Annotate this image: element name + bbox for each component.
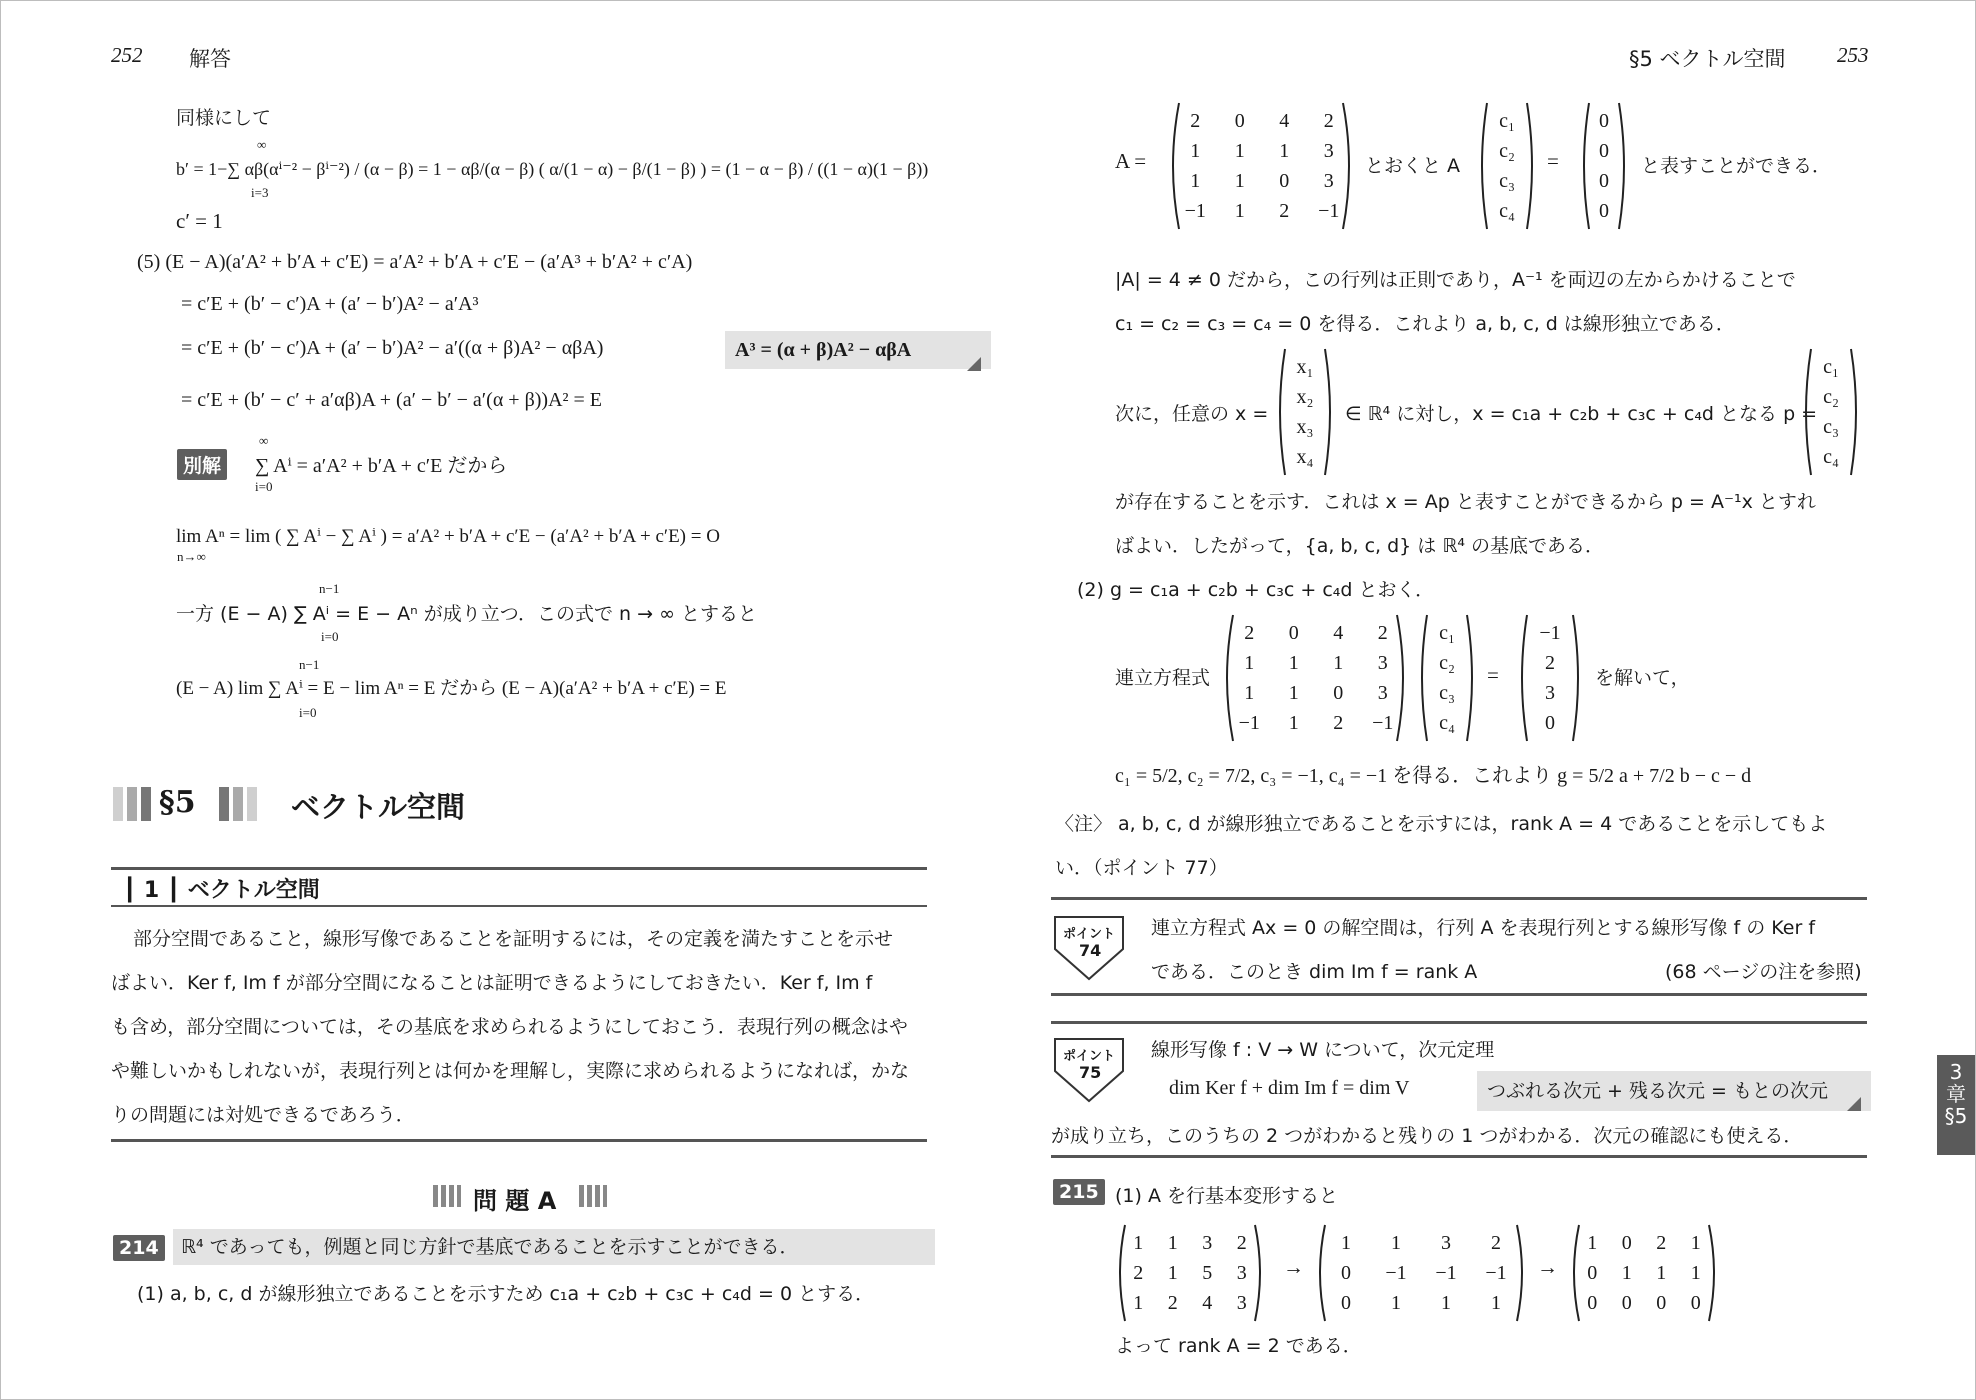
- matrix-cell: −1: [1385, 1262, 1407, 1284]
- matrix-cell: 2: [1133, 1262, 1144, 1284]
- equation-alt-2: lim Aⁿ = lim ( ∑ Aⁱ − ∑ Aⁱ ) = a′A² + b′A + c′E − (a′A² + b′A + c′E) = O: [176, 526, 720, 547]
- intro-line: りの問題には対処できるであろう．: [111, 1104, 415, 1126]
- matrix-cell: 1: [1690, 1262, 1701, 1284]
- vector-cell: 2: [1545, 652, 1555, 674]
- matrix-cell: 0: [1690, 1292, 1701, 1314]
- vector-cell: c₃: [1439, 682, 1455, 704]
- matrix-cell: 1: [1234, 170, 1245, 192]
- matrix-cell: 3: [1441, 1232, 1451, 1254]
- p-vector: [1807, 353, 1855, 473]
- equation-5-line2: = c′E + (b′ − c′)A + (a′ − b′)A² − a′A³: [181, 293, 479, 315]
- equation-5-line3: = c′E + (b′ − c′)A + (a′ − b′)A² − a′((α + β)A² − αβA): [181, 337, 604, 359]
- vector-cell: c₄: [1823, 446, 1839, 468]
- problem-215-part1: (1) A を行基本変形すると: [1115, 1185, 1338, 1207]
- row-reduce-matrix-3: [1575, 1229, 1713, 1319]
- note-corner-icon: [1847, 1097, 1861, 1111]
- vector-cell: c₂: [1439, 652, 1455, 674]
- section-title: ベクトル空間: [291, 790, 466, 824]
- matrix-cell: 3: [1236, 1262, 1247, 1284]
- matrix-cell: 2: [1333, 712, 1344, 734]
- x-vector: [1281, 353, 1329, 473]
- sum-lower-limit: i=0: [299, 705, 317, 720]
- intro-line: も含め，部分空間については，その基底を求められるようにしておこう．表現行列の概念はや: [111, 1016, 908, 1038]
- vector-cell: x₄: [1296, 446, 1314, 468]
- right-page-number: 253: [1837, 43, 1869, 67]
- side-note-box: A³ = (α + β)A² − αβA: [725, 331, 991, 369]
- g-vector: [1523, 619, 1577, 739]
- equation-5-line1: (5) (E − A)(a′A² + b′A + c′E) = a′A² + b′A + c′E − (a′A³ + b′A² + c′A): [137, 251, 693, 273]
- vector-cell: c₁: [1499, 110, 1515, 132]
- subsection-number: 1: [143, 878, 160, 903]
- matrix-cell: 2: [1167, 1292, 1178, 1314]
- sum-lower-limit: i=0: [321, 629, 339, 644]
- point74-reference: (68 ページの注を参照): [1665, 961, 1862, 983]
- arrow-icon: →: [1537, 1255, 1558, 1279]
- matrix-cell: 1: [1587, 1232, 1598, 1254]
- problem-badge-215: 215: [1053, 1179, 1105, 1205]
- matrix-cell: −1: [1435, 1262, 1457, 1284]
- matrix-cell: 1: [1190, 140, 1201, 162]
- matrix-cell: 0: [1333, 682, 1344, 704]
- note-line: 〈注〉 a, b, c, d が線形独立であることを示すには，rank A = 4 であることを示してもよ: [1055, 813, 1828, 835]
- vector-cell: 0: [1599, 140, 1609, 162]
- matrix-cell: −1: [1318, 200, 1340, 222]
- matrix-cell: 4: [1202, 1292, 1213, 1314]
- section-bar: [247, 787, 257, 821]
- matrix-cell: 1: [1656, 1262, 1667, 1284]
- row-reduce-matrix-1: [1121, 1229, 1259, 1319]
- tab-line: §5: [1944, 1104, 1968, 1128]
- point-number: 75: [1079, 1063, 1102, 1082]
- tab-line: 章: [1946, 1082, 1966, 1106]
- intro-line: 部分空間であること，線形写像であることを証明するには，その定義を満たすことを示せ: [133, 928, 894, 950]
- rule: [1051, 1155, 1867, 1158]
- matrix-cell: 0: [1587, 1262, 1598, 1284]
- matrix-cell: 1: [1167, 1262, 1178, 1284]
- section-number: §5: [159, 785, 196, 820]
- alt-solution-badge: 別解: [177, 449, 227, 480]
- matrix-cell: 1: [1133, 1292, 1144, 1314]
- matrix-cell: 1: [1234, 200, 1245, 222]
- matrix-cell: 2: [1190, 110, 1201, 132]
- matrix-cell: 1: [1244, 682, 1255, 704]
- A-text-mid: とおくと A: [1365, 155, 1461, 177]
- point-tag: ポイント: [1063, 1049, 1116, 1064]
- matrix-cell: 1: [1279, 140, 1290, 162]
- rule: [111, 905, 927, 907]
- sum-upper-limit: n−1: [319, 581, 340, 596]
- matrix-cell: 1: [1244, 652, 1255, 674]
- c-vector: [1483, 107, 1531, 227]
- lim-subscript: n→∞: [177, 549, 206, 564]
- matrix-cell: 3: [1377, 652, 1388, 674]
- matrix-cell: 1: [1391, 1232, 1401, 1254]
- matrix-cell: −1: [1372, 712, 1394, 734]
- vector-cell: c₁: [1823, 356, 1839, 378]
- system-matrix: [1227, 619, 1405, 739]
- sum-upper-limit: ∞: [257, 137, 267, 152]
- matrix-cell: 1: [1441, 1292, 1451, 1314]
- dot-pattern-icon: [579, 1185, 607, 1207]
- matrix-cell: 0: [1587, 1292, 1598, 1314]
- point75-line1: 線形写像 f : V → W について，次元定理: [1151, 1039, 1495, 1061]
- system-end: を解いて，: [1595, 667, 1690, 689]
- vector-cell: 0: [1599, 170, 1609, 192]
- equation-c-prime: c′ = 1: [176, 209, 223, 233]
- matrix-cell: 1: [1288, 712, 1299, 734]
- subsection-heading: ┃ 1 ┃ ベクトル空間: [123, 878, 320, 903]
- matrix-cell: 1: [1621, 1262, 1632, 1284]
- matrix-cell: 1: [1234, 140, 1245, 162]
- point74-line2: である．このとき dim Im f = rank A: [1151, 961, 1478, 983]
- matrix-cell: −1: [1184, 200, 1206, 222]
- matrix-cell: 2: [1236, 1232, 1247, 1254]
- text-line: ばよい．したがって，{a, b, c, d} は ℝ⁴ の基底である．: [1115, 535, 1605, 557]
- text-line: が存在することを示す．これは x = Ap と表すことができるから p = A⁻¹x とすれ: [1115, 491, 1816, 513]
- row-reduce-matrix-2: [1321, 1229, 1521, 1319]
- chapter-side-tab: [1937, 1055, 1975, 1155]
- matrix-cell: 1: [1133, 1232, 1144, 1254]
- matrix-cell: 2: [1377, 622, 1388, 644]
- vector-cell: x₂: [1296, 386, 1314, 408]
- point75-formula: dim Ker f + dim Im f = dim V: [1169, 1077, 1410, 1099]
- arrow-icon: →: [1283, 1255, 1304, 1279]
- problem-214-hint: ℝ⁴ であっても，例題と同じ方針で基底であることを示すことができる．: [173, 1229, 935, 1265]
- rule: [1051, 897, 1867, 900]
- intro-paragraph: [111, 917, 931, 1137]
- A-label: A =: [1115, 149, 1147, 173]
- note-corner-icon: [967, 357, 981, 371]
- matrix-cell: 0: [1656, 1292, 1667, 1314]
- A-matrix: [1173, 107, 1351, 227]
- vector-cell: c₃: [1823, 416, 1839, 438]
- rule: [111, 1139, 927, 1142]
- equation-alt-4: (E − A) lim ∑ Aⁱ = E − lim Aⁿ = E だから (E − A)(a′A² + b′A + c′E) = E: [176, 678, 727, 699]
- sum-upper-limit: n−1: [299, 657, 320, 672]
- matrix-cell: 2: [1323, 110, 1334, 132]
- intro-line: や難しいかもしれないが，表現行列とは何かを理解し，実際に求められるようになれば，かな: [111, 1060, 910, 1082]
- matrix-cell: 3: [1202, 1232, 1213, 1254]
- right-page-header: §5 ベクトル空間: [1629, 47, 1786, 71]
- x-mid: ∈ ℝ⁴ に対し，x = c₁a + c₂b + c₃c + c₄d となる p =: [1345, 403, 1818, 425]
- matrix-cell: 0: [1279, 170, 1290, 192]
- problem-badge-214: 214: [113, 1235, 165, 1261]
- vector-cell: 3: [1545, 682, 1555, 704]
- point75-line3: が成り立ち，このうちの 2 つがわかると残りの 1 つがわかる．次元の確認にも使える．: [1051, 1125, 1803, 1147]
- solution-line: c₁ = 5/2, c₂ = 7/2, c₃ = −1, c₄ = −1 を得る．これより g = 5/2 a + 7/2 b − c − d: [1115, 765, 1752, 787]
- zero-vector: [1585, 107, 1623, 227]
- subsection-title: ベクトル空間: [187, 878, 320, 903]
- problem-215-conclusion: よって rank A = 2 である．: [1115, 1335, 1362, 1357]
- section-bar: [219, 787, 229, 821]
- section-bar: [141, 787, 151, 821]
- point-tag: ポイント: [1063, 927, 1116, 942]
- system-c-vector: [1423, 619, 1471, 739]
- sum-lower-limit: i=3: [251, 185, 269, 200]
- section-bar: [113, 787, 123, 821]
- point-number: 74: [1079, 941, 1102, 960]
- vector-cell: 0: [1599, 200, 1609, 222]
- system-label: 連立方程式: [1115, 667, 1211, 689]
- text-line: (2) g = c₁a + c₂b + c₃c + c₄d とおく．: [1077, 579, 1435, 601]
- matrix-cell: 2: [1244, 622, 1255, 644]
- rule: [1051, 1021, 1867, 1024]
- vector-cell: c₄: [1499, 200, 1515, 222]
- matrix-cell: 1: [1391, 1292, 1401, 1314]
- matrix-cell: 0: [1341, 1292, 1351, 1314]
- A-text-end: と表すことができる．: [1641, 155, 1832, 177]
- matrix-cell: 3: [1377, 682, 1388, 704]
- matrix-cell: 3: [1323, 170, 1334, 192]
- left-page-number: 252: [111, 43, 143, 67]
- matrix-cell: 3: [1323, 140, 1334, 162]
- matrix-cell: 1: [1167, 1232, 1178, 1254]
- equation-alt-1: ∑ Aⁱ = a′A² + b′A + c′E だから: [255, 455, 508, 477]
- matrix-cell: 0: [1341, 1262, 1351, 1284]
- matrix-cell: 1: [1333, 652, 1344, 674]
- vector-cell: c₁: [1439, 622, 1455, 644]
- vector-cell: c₄: [1439, 712, 1455, 734]
- equation-alt-3: 一方 (E − A) ∑ Aⁱ = E − Aⁿ が成り立つ．この式で n → ∞ とすると: [176, 603, 757, 625]
- equals-sign: =: [1547, 149, 1559, 173]
- rule: [1051, 993, 1867, 996]
- vector-cell: −1: [1539, 622, 1561, 644]
- matrix-cell: 0: [1621, 1292, 1632, 1314]
- matrix-cell: 1: [1491, 1292, 1501, 1314]
- matrix-cell: −1: [1238, 712, 1260, 734]
- vector-cell: x₁: [1296, 356, 1314, 378]
- sum-lower-limit: i=0: [255, 479, 273, 494]
- dot-pattern-icon: [433, 1185, 461, 1207]
- matrix-cell: 2: [1656, 1232, 1667, 1254]
- equation-5-line4: = c′E + (b′ − c′ + a′αβ)A + (a′ − b′ − a′(α + β))A² = E: [181, 389, 603, 411]
- rule: [111, 867, 927, 870]
- note-line: い．（ポイント 77）: [1055, 857, 1228, 879]
- text-line: |A| = 4 ≠ 0 だから，この行列は正則であり，A⁻¹ を両辺の左からかけることで: [1115, 269, 1796, 291]
- matrix-cell: 1: [1288, 682, 1299, 704]
- problem-214-part1: (1) a, b, c, d が線形独立であることを示すため c₁a + c₂b + c₃c + c₄d = 0 とする．: [137, 1283, 875, 1305]
- matrix-cell: 4: [1279, 110, 1290, 132]
- matrix-cell: 5: [1202, 1262, 1213, 1284]
- matrix-cell: 3: [1236, 1292, 1247, 1314]
- tab-line: 3: [1949, 1060, 1963, 1084]
- matrix-cell: 2: [1491, 1232, 1501, 1254]
- matrix-cell: 1: [1690, 1232, 1701, 1254]
- equation-b-prime: b′ = 1−∑ αβ(αⁱ⁻² − βⁱ⁻²) / (α − β) = 1 − αβ/(α − β) ( α/(1 − α) − β/(1 − β) ) = (1 − α − β) / ((1 − α)(1 − β)): [176, 159, 929, 179]
- vector-cell: 0: [1599, 110, 1609, 132]
- matrix-cell: 1: [1341, 1232, 1351, 1254]
- matrix-cell: 0: [1288, 622, 1299, 644]
- point75-box: つぶれる次元 + 残る次元 = もとの次元: [1477, 1071, 1871, 1111]
- text-line: c₁ = c₂ = c₃ = c₄ = 0 を得る．これより a, b, c, d は線形独立である．: [1115, 313, 1735, 335]
- matrix-cell: 0: [1621, 1232, 1632, 1254]
- matrix-cell: 4: [1333, 622, 1344, 644]
- vector-cell: 0: [1545, 712, 1555, 734]
- matrix-cell: 1: [1288, 652, 1299, 674]
- equals-sign: =: [1487, 663, 1499, 687]
- point74-line1: 連立方程式 Ax = 0 の解空間は，行列 A を表現行列とする線形写像 f の Ker f: [1151, 917, 1816, 939]
- left-page-header: 解答: [189, 47, 231, 71]
- sum-upper-limit: ∞: [259, 433, 269, 448]
- vector-cell: x₃: [1296, 416, 1314, 438]
- section-bar: [127, 787, 137, 821]
- matrix-cell: 2: [1279, 200, 1290, 222]
- problem-heading: 問 題 A: [473, 1187, 557, 1215]
- section-bar: [233, 787, 243, 821]
- vector-cell: c₃: [1499, 170, 1515, 192]
- vector-cell: c₂: [1499, 140, 1515, 162]
- x-intro: 次に，任意の x =: [1115, 403, 1269, 425]
- matrix-cell: 0: [1234, 110, 1245, 132]
- intro-line: ばよい．Ker f, Im f が部分空間になることは証明できるようにしておきたい．Ker f, Im f: [111, 972, 873, 994]
- matrix-cell: 1: [1190, 170, 1201, 192]
- matrix-cell: −1: [1485, 1262, 1507, 1284]
- vector-cell: c₂: [1823, 386, 1839, 408]
- text-line: 同様にして: [176, 107, 272, 129]
